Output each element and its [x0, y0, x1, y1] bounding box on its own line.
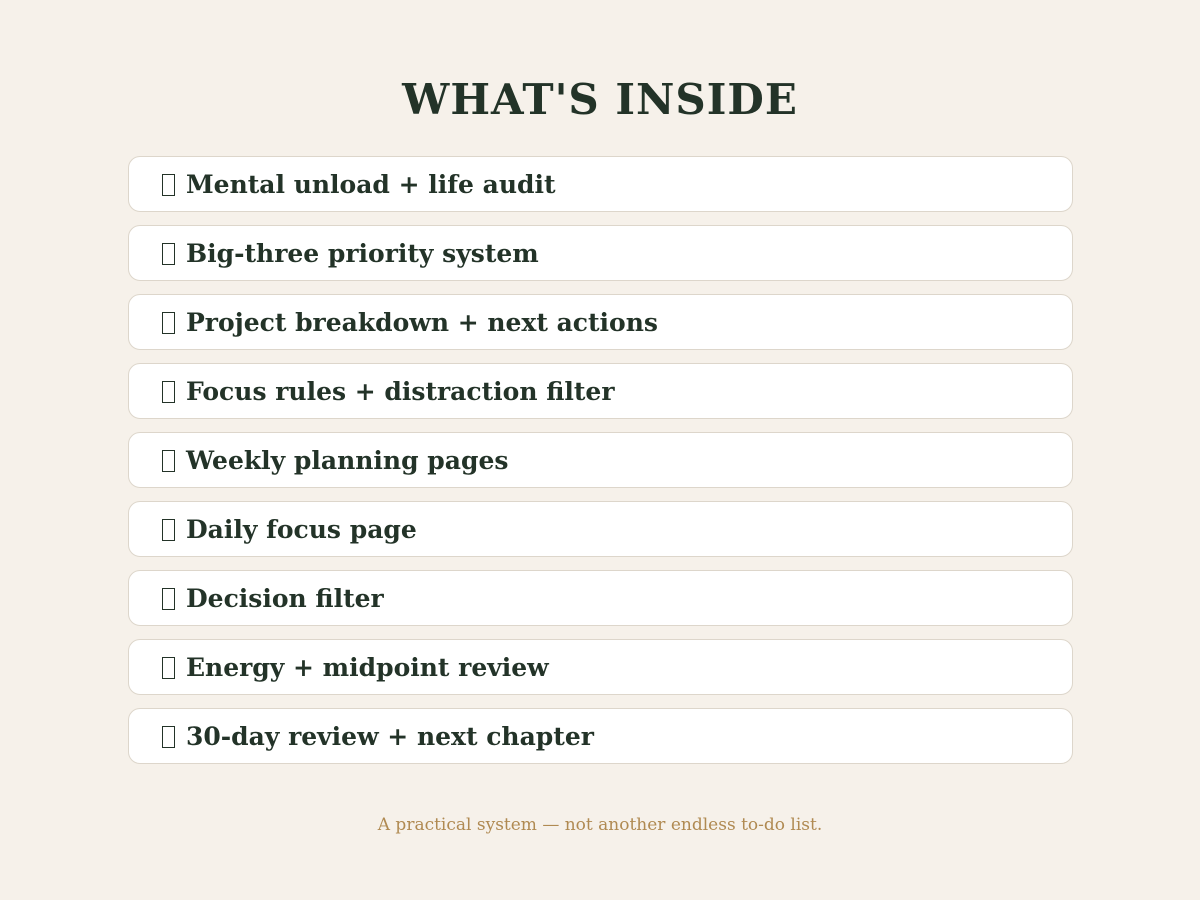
checkbox-icon [162, 726, 175, 748]
page-title: WHAT'S INSIDE [402, 75, 798, 124]
list-item [128, 501, 1073, 557]
list-item-label: Focus rules + distraction filter [186, 376, 615, 406]
list-item [128, 294, 1073, 350]
list-item-label: Energy + midpoint review [186, 652, 549, 682]
list-item [128, 708, 1073, 764]
list-item [128, 639, 1073, 695]
contents-list [128, 156, 1073, 777]
list-item-label: Daily focus page [186, 514, 417, 544]
checkbox-icon [162, 588, 175, 610]
footer-tagline: A practical system — not another endless to-do list. [377, 815, 823, 835]
list-item-label: Decision filter [186, 583, 384, 613]
list-item-label: 30-day review + next chapter [186, 721, 594, 751]
list-item-label: Weekly planning pages [186, 445, 509, 475]
checkbox-icon [162, 312, 175, 334]
list-item-label: Project breakdown + next actions [186, 307, 658, 337]
checkbox-icon [162, 657, 175, 679]
list-item [128, 570, 1073, 626]
checkbox-icon [162, 450, 175, 472]
checkbox-icon [162, 243, 175, 265]
list-item [128, 156, 1073, 212]
checkbox-icon [162, 381, 175, 403]
checkbox-icon [162, 174, 175, 196]
list-item-label: Mental unload + life audit [186, 169, 556, 199]
checkbox-icon [162, 519, 175, 541]
list-item [128, 363, 1073, 419]
list-item-label: Big-three priority system [186, 238, 539, 268]
list-item [128, 432, 1073, 488]
list-item [128, 225, 1073, 281]
